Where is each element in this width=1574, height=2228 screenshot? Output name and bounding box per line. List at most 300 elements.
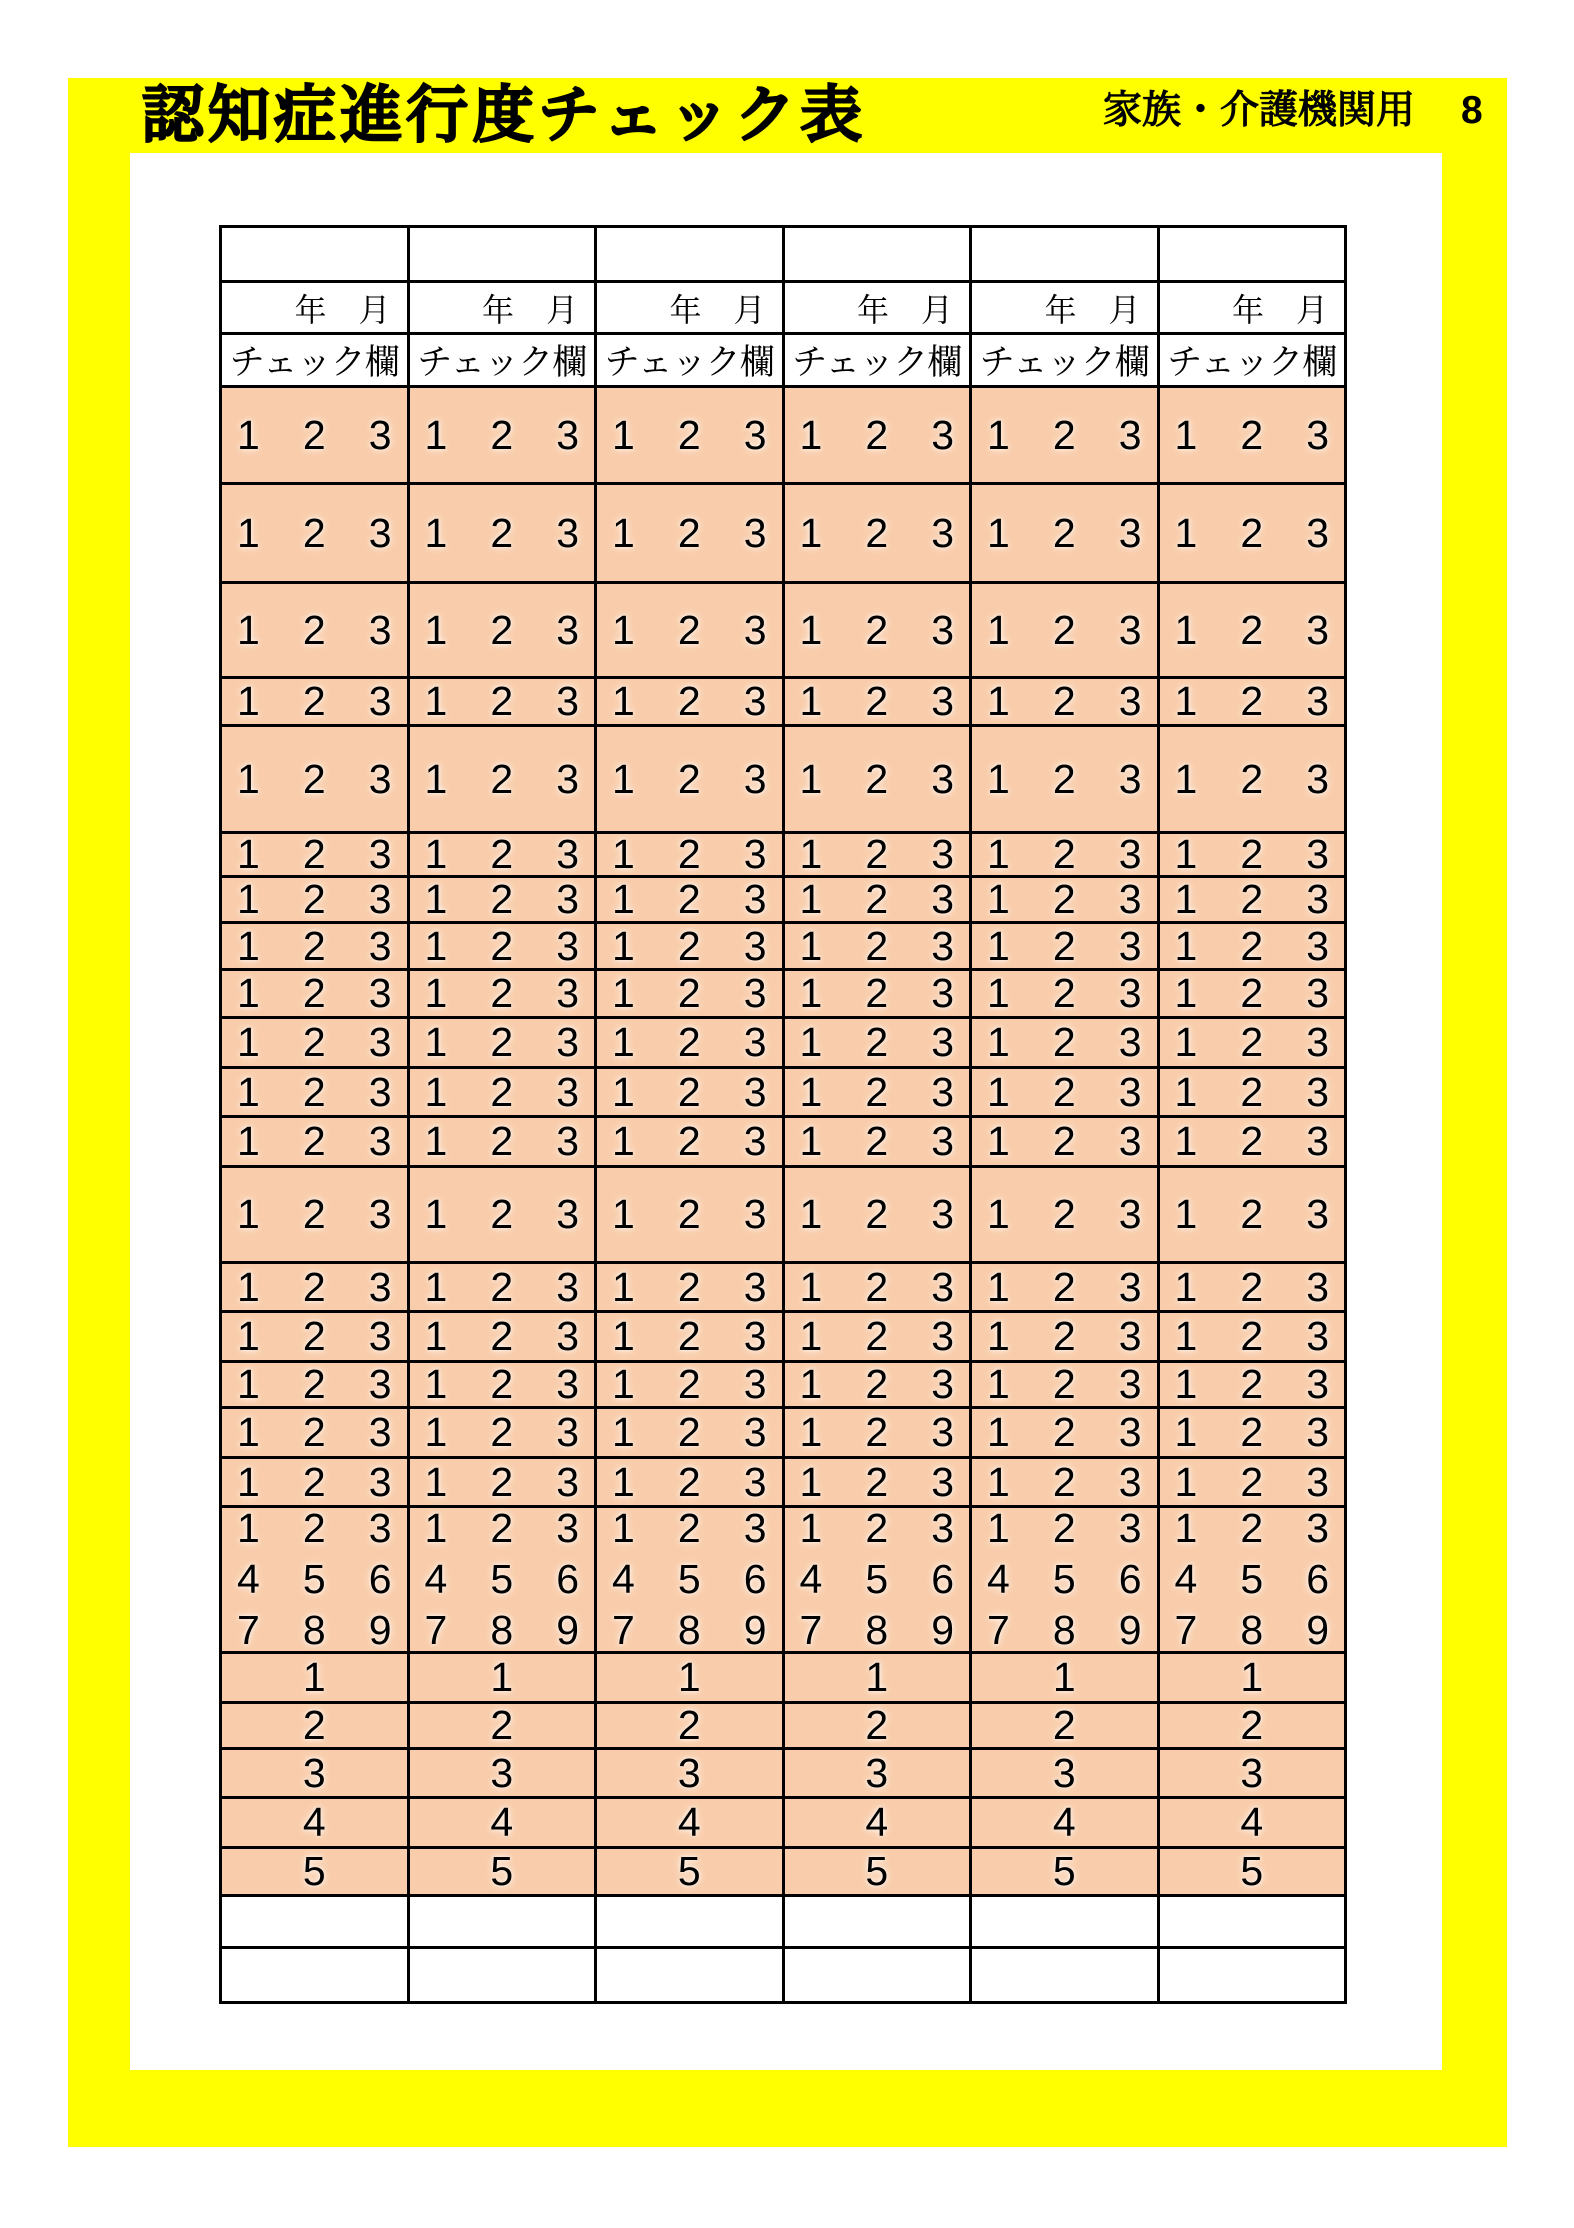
option-number: 1	[424, 509, 448, 556]
option-number: 3	[556, 678, 579, 724]
option-number: 2	[490, 832, 514, 877]
options-lines	[222, 922, 407, 969]
table-row-4-options	[221, 387, 1346, 484]
options-lines	[222, 970, 407, 1016]
options-cell	[1158, 877, 1346, 923]
option-number: 3	[368, 606, 392, 653]
option-number: 2	[490, 1313, 514, 1359]
option-number: 9	[931, 1607, 954, 1653]
option-number: 1	[1174, 678, 1198, 724]
options-line	[972, 1361, 1157, 1407]
options-line	[972, 411, 1157, 458]
options-line	[410, 1607, 595, 1653]
option-number: 3	[743, 1019, 767, 1065]
option-number: 8	[865, 1607, 889, 1653]
option-number: 2	[677, 1409, 701, 1455]
option-number: 1	[987, 1019, 1010, 1065]
options-lines	[785, 1508, 970, 1651]
option-number: 1	[424, 1191, 448, 1237]
option-number: 1	[612, 1506, 635, 1551]
option-number: 3	[743, 1458, 767, 1505]
options-line	[972, 1068, 1157, 1115]
option-number: 1	[799, 832, 823, 877]
option-number: 3	[556, 755, 579, 802]
options-lines	[222, 1068, 407, 1115]
score-number: 5	[1240, 1848, 1264, 1894]
option-number: 3	[1306, 1361, 1329, 1407]
options-cell	[783, 1167, 971, 1263]
options-line	[222, 1361, 407, 1407]
options-lines	[222, 411, 407, 458]
options-lines	[597, 411, 782, 458]
options-lines	[410, 1458, 595, 1505]
score-cell	[408, 1703, 596, 1749]
option-number: 3	[1118, 876, 1142, 922]
options-line	[222, 970, 407, 1016]
option-number: 1	[424, 1118, 448, 1164]
options-line	[597, 678, 782, 724]
option-number: 3	[368, 509, 392, 556]
options-cell	[221, 1018, 409, 1068]
option-number: 1	[612, 970, 635, 1016]
option-number: 3	[1118, 1361, 1142, 1407]
option-number: 1	[987, 1458, 1010, 1505]
option-number: 4	[424, 1556, 448, 1602]
options-lines	[1160, 1019, 1345, 1065]
options-lines	[785, 1409, 970, 1455]
options-lines	[972, 411, 1157, 458]
option-number: 3	[1118, 411, 1142, 458]
option-number: 3	[931, 678, 954, 724]
options-cell	[783, 1507, 971, 1653]
options-cell	[596, 1408, 784, 1458]
table-row-10-options	[221, 877, 1346, 923]
option-number: 1	[799, 1458, 823, 1505]
option-number: 2	[865, 1506, 889, 1551]
score-cell	[596, 1749, 784, 1798]
options-line	[972, 509, 1157, 556]
score-number: 5	[1052, 1848, 1076, 1894]
options-cell	[1158, 726, 1346, 833]
score-number: 1	[865, 1654, 889, 1700]
options-line	[222, 1409, 407, 1455]
option-number: 3	[368, 832, 392, 877]
option-number: 6	[931, 1556, 954, 1602]
option-number: 2	[490, 509, 514, 556]
options-lines	[410, 1508, 595, 1651]
options-line	[597, 1191, 782, 1237]
options-cell	[596, 1068, 784, 1117]
option-number: 2	[865, 411, 889, 458]
blank-cell	[408, 227, 596, 282]
options-lines	[972, 1019, 1157, 1065]
option-number: 2	[1240, 1458, 1264, 1505]
option-number: 4	[237, 1556, 260, 1602]
option-number: 2	[490, 1361, 514, 1407]
option-number: 2	[1052, 1313, 1076, 1359]
option-number: 3	[743, 922, 767, 969]
options-lines	[410, 678, 595, 724]
option-number: 2	[302, 755, 326, 802]
options-cell	[783, 1408, 971, 1458]
option-number: 2	[1052, 1409, 1076, 1455]
options-lines	[1160, 755, 1345, 802]
score-cell	[596, 1848, 784, 1896]
options-cell	[408, 1408, 596, 1458]
options-line	[972, 1458, 1157, 1505]
options-lines	[972, 1313, 1157, 1359]
options-cell	[971, 583, 1159, 678]
option-number: 6	[368, 1556, 392, 1602]
options-lines	[597, 1118, 782, 1164]
header-right	[1103, 90, 1483, 132]
options-cell	[596, 678, 784, 726]
options-lines	[410, 970, 595, 1016]
score-cell	[221, 1848, 409, 1896]
score-number: 4	[1240, 1799, 1264, 1845]
options-line	[1160, 755, 1345, 802]
page-title: 認知症進行度チェック表	[142, 81, 867, 150]
option-number: 1	[1174, 1361, 1198, 1407]
option-number: 1	[612, 1361, 635, 1407]
option-number: 1	[237, 1506, 260, 1551]
options-cell	[221, 1408, 409, 1458]
option-number: 3	[1306, 832, 1329, 877]
options-cell	[221, 678, 409, 726]
option-number: 3	[931, 1458, 954, 1505]
option-number: 1	[1174, 755, 1198, 802]
options-line	[597, 1458, 782, 1505]
option-number: 3	[1118, 1409, 1142, 1455]
option-number: 2	[1240, 411, 1264, 458]
options-cell	[971, 970, 1159, 1018]
options-lines	[597, 606, 782, 653]
options-lines	[972, 606, 1157, 653]
option-number: 1	[987, 832, 1010, 877]
option-number: 9	[743, 1607, 767, 1653]
option-number: 2	[865, 755, 889, 802]
options-line	[785, 1068, 970, 1115]
options-lines	[410, 1409, 595, 1455]
option-number: 1	[424, 1263, 448, 1310]
options-cell	[783, 726, 971, 833]
options-line	[222, 922, 407, 969]
options-line	[785, 1607, 970, 1653]
option-number: 2	[1240, 876, 1264, 922]
score-cell	[971, 1703, 1159, 1749]
options-cell	[783, 484, 971, 583]
option-number: 2	[302, 1458, 326, 1505]
options-cell	[408, 1312, 596, 1362]
options-line	[1160, 606, 1345, 653]
option-number: 1	[424, 606, 448, 653]
option-number: 3	[1118, 832, 1142, 877]
option-number: 2	[302, 1191, 326, 1237]
options-cell	[1158, 1408, 1346, 1458]
options-lines	[410, 1068, 595, 1115]
score-number: 4	[865, 1799, 889, 1845]
options-lines	[597, 922, 782, 969]
options-line	[785, 755, 970, 802]
options-cell	[596, 583, 784, 678]
options-line	[1160, 1458, 1345, 1505]
option-number: 4	[612, 1556, 635, 1602]
option-number: 2	[302, 876, 326, 922]
option-number: 2	[1240, 1506, 1264, 1551]
options-lines	[222, 1019, 407, 1065]
option-number: 1	[987, 1506, 1010, 1551]
options-cell	[971, 923, 1159, 970]
options-cell	[1158, 1458, 1346, 1507]
option-number: 3	[743, 1118, 767, 1164]
option-number: 7	[424, 1607, 448, 1653]
options-line	[410, 1556, 595, 1602]
option-number: 1	[424, 755, 448, 802]
table-row-9-options	[221, 833, 1346, 877]
options-line	[972, 1607, 1157, 1653]
option-number: 3	[1306, 1019, 1329, 1065]
option-number: 2	[490, 1263, 514, 1310]
options-cell	[971, 1018, 1159, 1068]
options-lines	[410, 1118, 595, 1164]
option-number: 3	[743, 1361, 767, 1407]
options-lines	[222, 834, 407, 875]
options-lines	[1160, 1508, 1345, 1651]
options-line	[597, 1361, 782, 1407]
options-line	[785, 970, 970, 1016]
options-line	[410, 876, 595, 922]
options-lines	[785, 411, 970, 458]
options-line	[972, 876, 1157, 922]
option-number: 2	[302, 832, 326, 877]
options-lines	[597, 834, 782, 875]
options-line	[597, 1118, 782, 1164]
option-number: 3	[368, 1191, 392, 1237]
options-lines	[1160, 1313, 1345, 1359]
score-cell	[1158, 1798, 1346, 1848]
option-number: 1	[1174, 509, 1198, 556]
option-number: 2	[1240, 509, 1264, 556]
option-number: 2	[490, 411, 514, 458]
option-number: 1	[799, 1019, 823, 1065]
options-cell	[1158, 678, 1346, 726]
options-line	[222, 1118, 407, 1164]
blank-cell	[221, 1948, 409, 2003]
option-number: 3	[931, 1361, 954, 1407]
check-column-header-cell: チェック欄	[971, 334, 1159, 387]
option-number: 2	[1052, 1191, 1076, 1237]
score-number: 1	[490, 1654, 514, 1700]
option-number: 1	[612, 1263, 635, 1310]
option-number: 1	[799, 755, 823, 802]
options-line	[1160, 1556, 1345, 1602]
table-row-5-options	[221, 484, 1346, 583]
option-number: 2	[490, 1019, 514, 1065]
check-column-header-cell: チェック欄	[783, 334, 971, 387]
option-number: 2	[302, 678, 326, 724]
option-number: 3	[556, 922, 579, 969]
option-number: 2	[677, 1263, 701, 1310]
option-number: 2	[490, 1068, 514, 1115]
option-number: 2	[677, 1068, 701, 1115]
option-number: 8	[1240, 1607, 1264, 1653]
options-line	[972, 1409, 1157, 1455]
option-number: 1	[1174, 411, 1198, 458]
option-number: 2	[865, 1409, 889, 1455]
option-number: 1	[799, 1313, 823, 1359]
options-cell	[596, 923, 784, 970]
option-number: 3	[1118, 1019, 1142, 1065]
option-number: 2	[677, 678, 701, 724]
options-lines	[410, 922, 595, 969]
option-number: 1	[1174, 1068, 1198, 1115]
score-cell	[1158, 1653, 1346, 1703]
options-line	[1160, 1118, 1345, 1164]
score-number: 3	[865, 1749, 889, 1796]
options-lines	[785, 606, 970, 653]
option-number: 2	[1240, 678, 1264, 724]
options-line	[785, 1263, 970, 1310]
option-number: 3	[1306, 876, 1329, 922]
options-cell	[408, 1167, 596, 1263]
score-number: 2	[490, 1702, 514, 1748]
option-number: 1	[612, 1313, 635, 1359]
option-number: 3	[368, 1068, 392, 1115]
table-row-27-single	[221, 1848, 1346, 1896]
option-number: 3	[1118, 755, 1142, 802]
option-number: 3	[556, 606, 579, 653]
options-line	[597, 970, 782, 1016]
option-number: 3	[931, 1019, 954, 1065]
options-lines	[785, 678, 970, 724]
option-number: 6	[1118, 1556, 1142, 1602]
options-lines	[1160, 1263, 1345, 1310]
option-number: 2	[677, 922, 701, 969]
options-line	[597, 1068, 782, 1115]
options-line	[222, 834, 407, 875]
option-number: 8	[1052, 1607, 1076, 1653]
option-number: 3	[1306, 1458, 1329, 1505]
options-lines	[222, 678, 407, 724]
table-row-24-single	[221, 1703, 1346, 1749]
option-number: 7	[987, 1607, 1010, 1653]
option-number: 1	[799, 970, 823, 1016]
option-number: 2	[677, 1118, 701, 1164]
option-number: 1	[987, 1409, 1010, 1455]
options-lines	[1160, 411, 1345, 458]
options-lines	[785, 509, 970, 556]
options-lines	[410, 1263, 595, 1310]
options-line	[785, 1361, 970, 1407]
option-number: 2	[865, 1458, 889, 1505]
options-cell	[408, 1068, 596, 1117]
option-number: 1	[1174, 970, 1198, 1016]
table-row-22-options	[221, 1507, 1346, 1653]
options-lines	[597, 1263, 782, 1310]
options-cell	[783, 1068, 971, 1117]
option-number: 1	[424, 970, 448, 1016]
option-number: 3	[368, 1263, 392, 1310]
options-line	[410, 606, 595, 653]
option-number: 2	[677, 1506, 701, 1551]
table-row-17-options	[221, 1263, 1346, 1312]
option-number: 1	[237, 755, 260, 802]
option-number: 1	[799, 678, 823, 724]
option-number: 1	[424, 1019, 448, 1065]
options-line	[410, 411, 595, 458]
option-number: 3	[556, 509, 579, 556]
options-line	[410, 1361, 595, 1407]
option-number: 2	[1052, 922, 1076, 969]
table-row-23-single	[221, 1653, 1346, 1703]
option-number: 1	[799, 1506, 823, 1551]
option-number: 3	[931, 1263, 954, 1310]
option-number: 2	[865, 832, 889, 877]
option-number: 3	[556, 1191, 579, 1237]
options-cell	[596, 1362, 784, 1408]
options-line	[410, 678, 595, 724]
option-number: 9	[556, 1607, 579, 1653]
options-cell	[596, 484, 784, 583]
options-lines	[972, 1118, 1157, 1164]
options-line	[222, 509, 407, 556]
score-number: 1	[302, 1654, 326, 1700]
option-number: 3	[368, 1019, 392, 1065]
options-cell	[596, 1507, 784, 1653]
table-row-28-blank	[221, 1896, 1346, 1948]
option-number: 3	[743, 1068, 767, 1115]
options-cell	[221, 1167, 409, 1263]
option-number: 6	[1306, 1556, 1329, 1602]
option-number: 2	[490, 1506, 514, 1551]
option-number: 2	[490, 876, 514, 922]
option-number: 2	[1240, 832, 1264, 877]
options-cell	[1158, 1362, 1346, 1408]
options-lines	[1160, 1361, 1345, 1407]
options-line	[410, 1458, 595, 1505]
year-month-header-cell: 年 月	[221, 282, 409, 334]
score-cell	[1158, 1749, 1346, 1798]
blank-cell	[596, 1948, 784, 2003]
options-line	[785, 1118, 970, 1164]
option-number: 5	[865, 1556, 889, 1602]
option-number: 1	[237, 1313, 260, 1359]
option-number: 3	[368, 970, 392, 1016]
option-number: 2	[677, 606, 701, 653]
score-number: 4	[1052, 1799, 1076, 1845]
option-number: 1	[987, 1313, 1010, 1359]
year-month-header-cell: 年 月	[408, 282, 596, 334]
option-number: 3	[1306, 922, 1329, 969]
options-line	[1160, 1313, 1345, 1359]
table-row-12-options	[221, 970, 1346, 1018]
option-number: 3	[743, 411, 767, 458]
option-number: 3	[1118, 1458, 1142, 1505]
page-number: 8	[1461, 89, 1483, 132]
option-number: 2	[1240, 1118, 1264, 1164]
option-number: 1	[424, 1506, 448, 1551]
options-cell	[1158, 1117, 1346, 1167]
options-cell	[971, 678, 1159, 726]
options-lines	[785, 922, 970, 969]
options-lines	[972, 1458, 1157, 1505]
options-cell	[783, 583, 971, 678]
options-line	[972, 1191, 1157, 1237]
option-number: 3	[556, 1361, 579, 1407]
options-lines	[410, 876, 595, 922]
option-number: 1	[612, 678, 635, 724]
option-number: 1	[612, 1191, 635, 1237]
